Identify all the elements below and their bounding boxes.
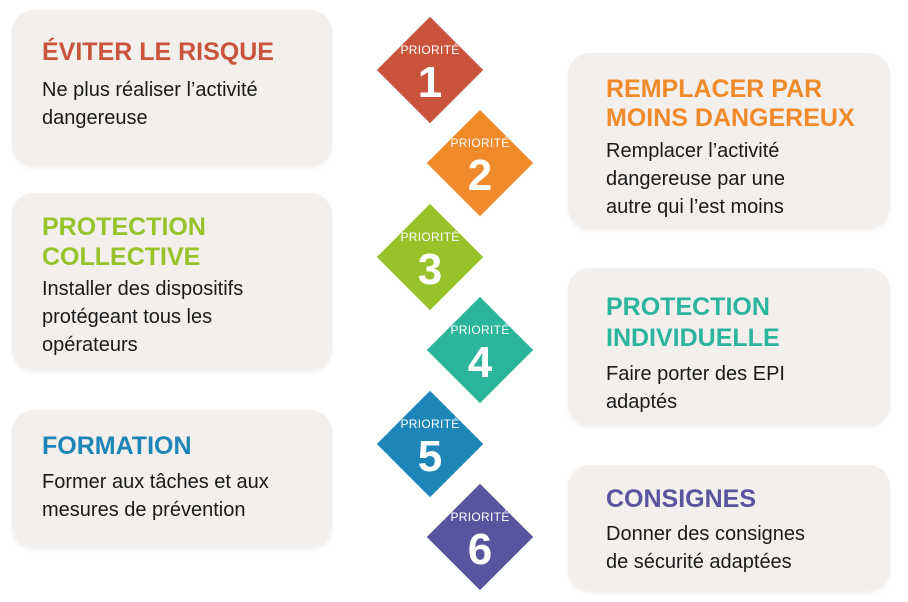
priority-number: 3: [417, 245, 443, 294]
priority-number: 1: [417, 58, 443, 107]
card-description-line: Former aux tâches et aux: [42, 471, 269, 493]
card-protection-individuelle: [568, 268, 890, 426]
card-description-line: protégeant tous les: [42, 306, 213, 328]
priority-label: PRIORITÉ: [400, 43, 460, 57]
card-description-line: mesures de prévention: [42, 499, 246, 521]
card-description-line: Remplacer l’activité: [606, 140, 780, 162]
card-formation: [12, 410, 332, 548]
card-title: FORMATION: [42, 432, 192, 460]
card-description-line: Ne plus réaliser l’activité: [42, 79, 258, 101]
card-description-line: Installer des dispositifs: [42, 278, 244, 300]
priority-label: PRIORITÉ: [450, 510, 510, 524]
card-title: ÉVITER LE RISQUE: [42, 38, 274, 66]
priority-number: 4: [467, 338, 493, 387]
card-remplacer: [568, 53, 890, 229]
card-title: PROTECTION: [42, 213, 206, 241]
card-title: CONSIGNES: [606, 485, 757, 513]
priority-label: PRIORITÉ: [400, 230, 460, 244]
card-consignes: [568, 465, 890, 591]
card-title-line2: INDIVIDUELLE: [606, 324, 780, 352]
priority-number: 2: [467, 151, 493, 200]
priority-number: 5: [417, 432, 443, 481]
card-description-line: dangereuse par une: [606, 168, 786, 190]
card-description-line: de sécurité adaptées: [606, 551, 792, 573]
card-protection-collective: [12, 193, 332, 371]
card-title: REMPLACER PAR: [606, 75, 823, 103]
priority-6-diamond: [420, 477, 540, 597]
priority-label: PRIORITÉ: [450, 323, 510, 337]
card-description-line: adaptés: [606, 391, 678, 413]
card-description-line: autre qui l’est moins: [606, 196, 784, 218]
card-description-line: Donner des consignes: [606, 523, 806, 545]
priority-label: PRIORITÉ: [400, 417, 460, 431]
card-title-line2: MOINS DANGEREUX: [606, 104, 855, 132]
priority-number: 6: [467, 525, 493, 574]
card-eviter-le-risque: [12, 10, 332, 166]
card-title-line2: COLLECTIVE: [42, 243, 201, 271]
priority-label: PRIORITÉ: [450, 136, 510, 150]
card-description-line: opérateurs: [42, 334, 138, 356]
card-description-line: dangereuse: [42, 107, 148, 129]
card-description-line: Faire porter des EPI: [606, 363, 785, 385]
card-title: PROTECTION: [606, 293, 770, 321]
